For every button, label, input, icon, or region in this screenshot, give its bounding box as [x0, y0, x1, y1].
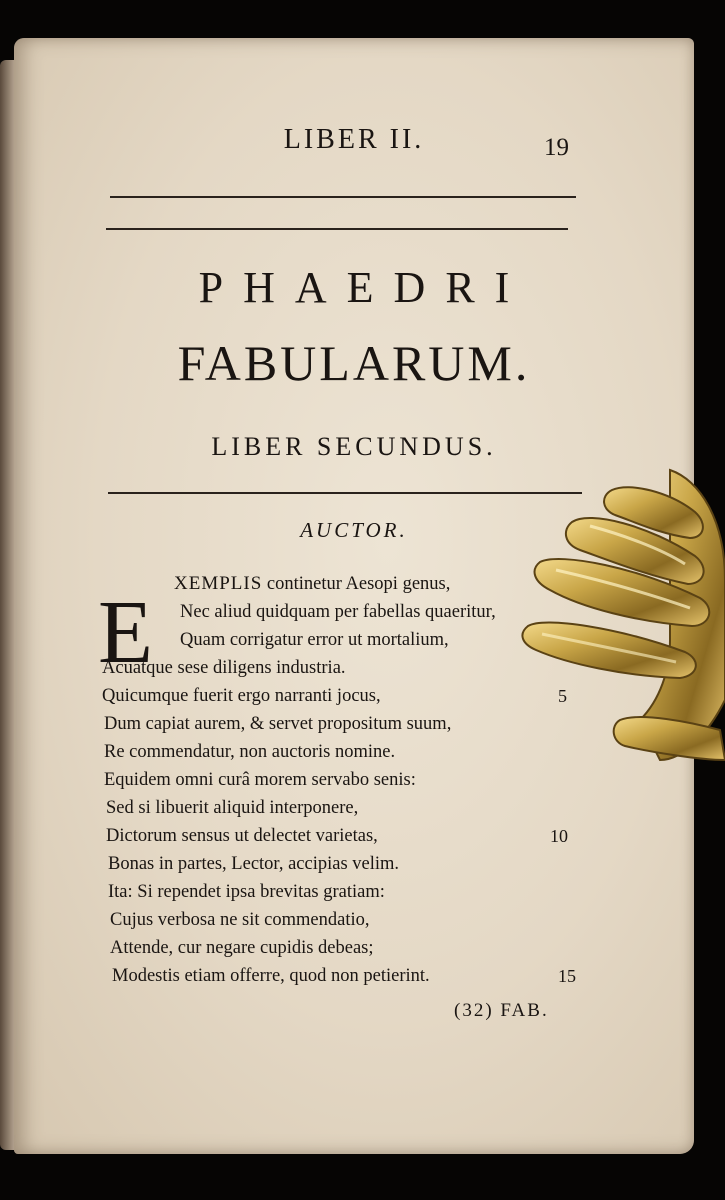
- poem-line: Equidem omni curâ morem servabo senis:: [104, 770, 416, 790]
- poem-line: Modestis etiam offerre, quod non petierint.: [112, 966, 430, 986]
- brass-hand-page-holder-icon: [520, 430, 725, 790]
- poem-line: Bonas in partes, Lector, accipias velim.: [108, 854, 400, 874]
- section-heading: AUCTOR.: [300, 518, 408, 542]
- subtitle: LIBER SECUNDUS.: [211, 432, 497, 461]
- poem-line: Attende, cur negare cupidis debeas;: [110, 938, 374, 958]
- drop-cap: E: [98, 583, 153, 682]
- poem-line: Sed si libuerit aliquid interponere,: [106, 798, 359, 818]
- line-number: 5: [558, 686, 567, 706]
- catchword: (32) FAB.: [454, 1000, 549, 1021]
- title-line-2: FABULARUM.: [177, 335, 531, 391]
- poem-line: Ita: Si rependet ipsa brevitas gratiam:: [108, 882, 385, 902]
- poem-line-text: continetur Aesopi genus,: [266, 574, 451, 594]
- page-number: 19: [544, 134, 569, 161]
- poem-line: Quicumque fuerit ergo narranti jocus,: [102, 686, 381, 706]
- poem-line: Cujus verbosa ne sit commendatio,: [110, 910, 370, 930]
- first-word: XEMPLIS: [174, 573, 263, 594]
- line-number: 15: [558, 966, 576, 986]
- poem-line: Quam corrigatur error ut mortalium,: [180, 630, 449, 650]
- running-head: LIBER II.: [283, 124, 425, 155]
- title-line-1: PHAEDRI: [198, 263, 530, 312]
- line-number: 10: [550, 826, 568, 846]
- poem-line: Nec aliud quidquam per fabellas quaeritur,: [180, 602, 496, 622]
- poem-line: Re commendatur, non auctoris nomine.: [104, 742, 396, 762]
- poem-line: Dum capiat aurem, & servet propositum suum,: [104, 714, 452, 734]
- poem-line: Dictorum sensus ut delectet varietas,: [106, 826, 378, 846]
- poem-line: [174, 572, 450, 596]
- poem-line: Acuatque sese diligens industria.: [102, 658, 346, 678]
